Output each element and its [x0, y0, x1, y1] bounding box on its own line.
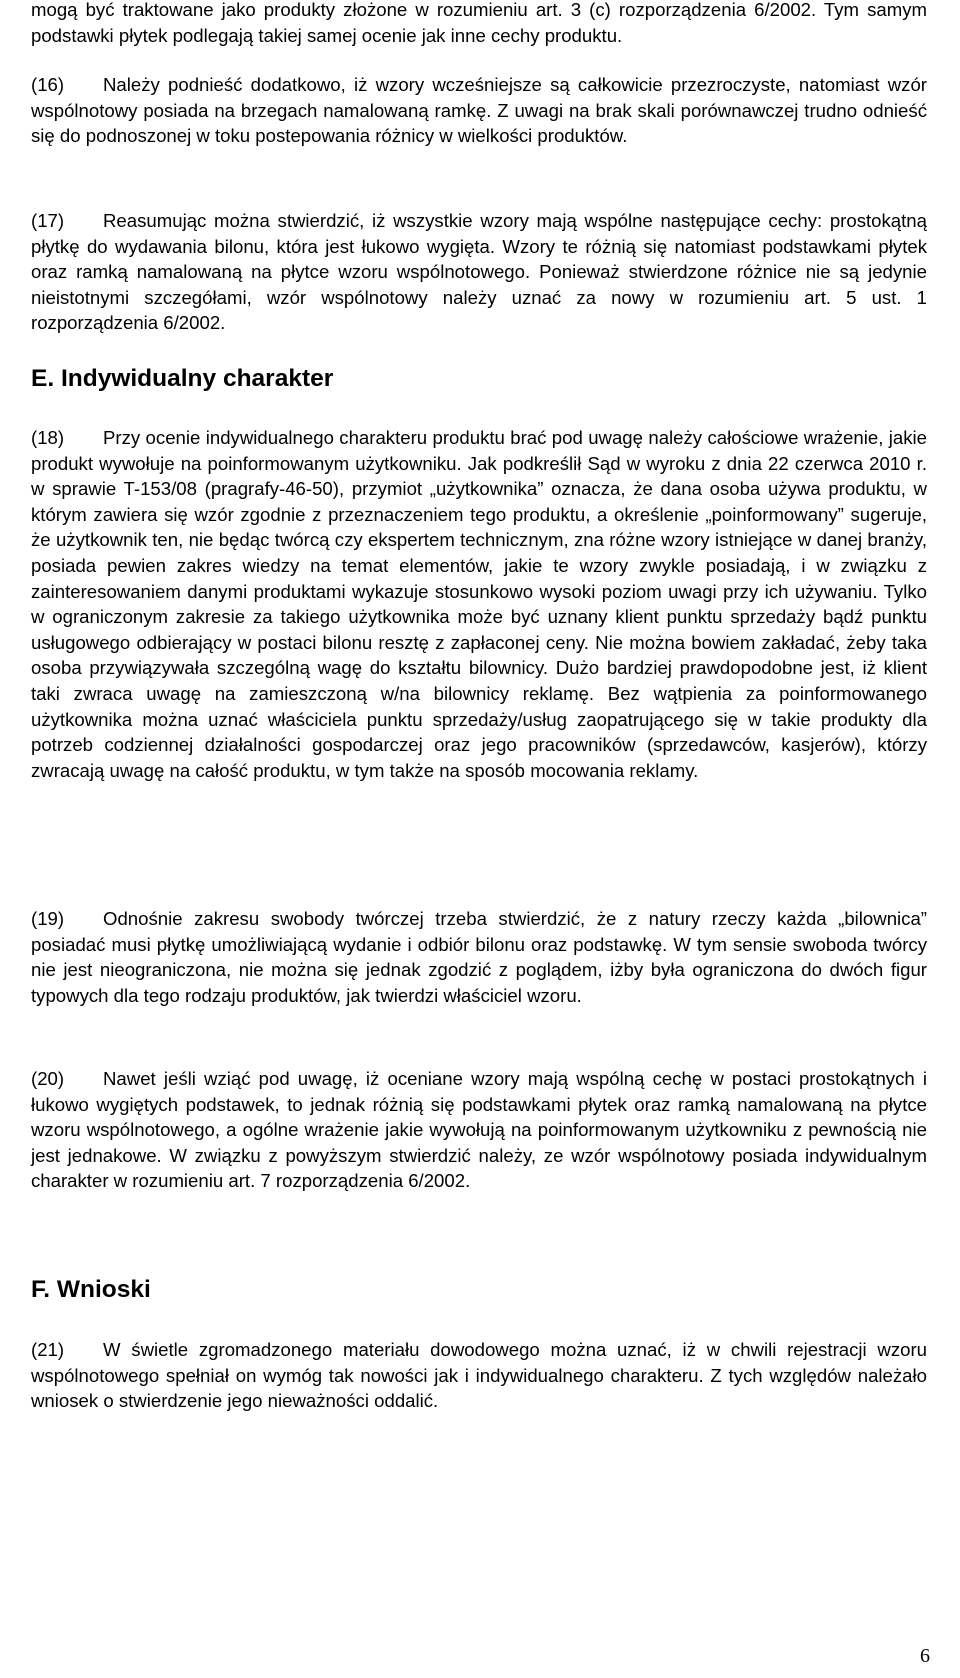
paragraph-text: W świetle zgromadzonego materiału dowodowego można uznać, iż w chwili rejestracji wzoru wspólnotowego spełniał on wymóg tak nowości jak i indywidualnego charakteru. Z tych względów należało wniosek o stwierdzenie jego nieważności oddalić. — [31, 1339, 927, 1412]
paragraph-16 — [31, 72, 927, 149]
paragraph-18 — [31, 425, 927, 783]
paragraph-number: (21) — [31, 1339, 65, 1360]
paragraph-text: Nawet jeśli wziąć pod uwagę, iż oceniane wzory mają wspólną cechę w postaci prostokątnych i łukowo wygiętych podstawek, to jednak różnią się podstawkami płytek oraz ramką namalowaną na płytce wzoru wspólnotowego, a ogólne wrażenie jakie wywołują na poinformowanym użytkowniku z pewnością nie jest jednakowe. W związku z powyższym stwierdzić należy, ze wzór wspólnotowy posiada indywidualnym charakter w rozumieniu art. 7 rozporządzenia 6/2002. — [31, 1068, 927, 1192]
section-heading-f: F. Wnioski — [31, 1276, 151, 1303]
paragraph-number: (16) — [31, 74, 65, 95]
paragraph-17 — [31, 208, 927, 336]
paragraph-20 — [31, 1066, 927, 1194]
paragraph-number: (19) — [31, 908, 65, 929]
paragraph-text: Reasumując można stwierdzić, iż wszystkie wzory mają wspólne następujące cechy: prostokątną płytkę do wydawania bilonu, która jest łukowo wygięta. Wzory te różnią się natomiast podstawkami płytek oraz ramką namalowaną na płytce wzoru wspólnotowego. Ponieważ stwierdzone różnice nie są jedynie nieistotnymi szczegółami, wzór wspólnotowy należy uznać za nowy w rozumieniu art. 5 ust. 1 rozporządzenia 6/2002. — [31, 210, 927, 334]
paragraph-number: (18) — [31, 427, 65, 448]
paragraph-21 — [31, 1337, 927, 1414]
paragraph-19 — [31, 906, 927, 1008]
paragraph-text: Przy ocenie indywidualnego charakteru produktu brać pod uwagę należy całościowe wrażenie, jakie produkt wywołuje na poinformowanym użytkowniku. Jak podkreślił Sąd w wyroku z dnia 22 czerwca 2010 r. w sprawie T-153/08 (pragrafy-46-50), przymiot „użytkownika” oznacza, że dana osoba używa produktu, w którym zawiera się wzór zgodnie z przeznaczeniem tego produktu, a określenie „poinformowany” sugeruje, że użytkownik ten, nie będąc twórcą czy ekspertem technicznym, zna różne wzory istniejące w danej branży, posiada pewien zakres wiedzy na temat elementów, jakie te wzory zwykle posiadają, i w związku z zainteresowaniem danymi produktami wykazuje stosunkowo wysoki poziom uwagi przy ich używaniu. Tylko w ograniczonym zakresie za takiego użytkownika może być uznany klient punktu sprzedaży bądź punktu usługowego odbierający w postaci bilonu resztę z zapłaconej ceny. Nie można bowiem zakładać, żeby taka osoba przywiązywała szczególną wagę do kształtu bilownicy. Dużo bardziej prawdopodobne jest, iż klient taki zwraca uwagę na zamieszczoną w/na bilownicy reklamę. Bez wątpienia za poinformowanego użytkownika można uznać właściciela punktu sprzedaży/usług zaopatrującego się w takie produkty dla potrzeb codziennej działalności gospodarczej oraz jego pracowników (sprzedawców, kasjerów), którzy zwracają uwagę na całość produktu, w tym także na sposób mocowania reklamy. — [31, 427, 927, 781]
section-heading-e: E. Indywidualny charakter — [31, 365, 334, 392]
page-number: 6 — [920, 1645, 930, 1667]
paragraph-number: (20) — [31, 1068, 65, 1089]
paragraph-text: Odnośnie zakresu swobody twórczej trzeba stwierdzić, że z natury rzeczy każda „bilownica” posiadać musi płytkę umożliwiającą wydanie i odbiór bilonu oraz podstawkę. W tym sensie swoboda twórcy nie jest nieograniczona, nie można się jednak zgodzić z poglądem, iżby była ograniczona do dwóch figur typowych dla tego rodzaju produktów, jak twierdzi właściciel wzoru. — [31, 908, 927, 1006]
paragraph-number: (17) — [31, 210, 65, 231]
intro-paragraph: mogą być traktowane jako produkty złożone w rozumieniu art. 3 (c) rozporządzenia 6/2002. Tym samym podstawki płytek podlegają takiej samej ocenie jak inne cechy produktu. — [31, 0, 927, 46]
paragraph-text: Należy podnieść dodatkowo, iż wzory wcześniejsze są całkowicie przezroczyste, natomiast wzór wspólnotowy posiada na brzegach namalowaną ramkę. Z uwagi na brak skali porównawczej trudno odnieść się do podnoszonej w toku postepowania różnicy w wielkości produktów. — [31, 74, 927, 147]
